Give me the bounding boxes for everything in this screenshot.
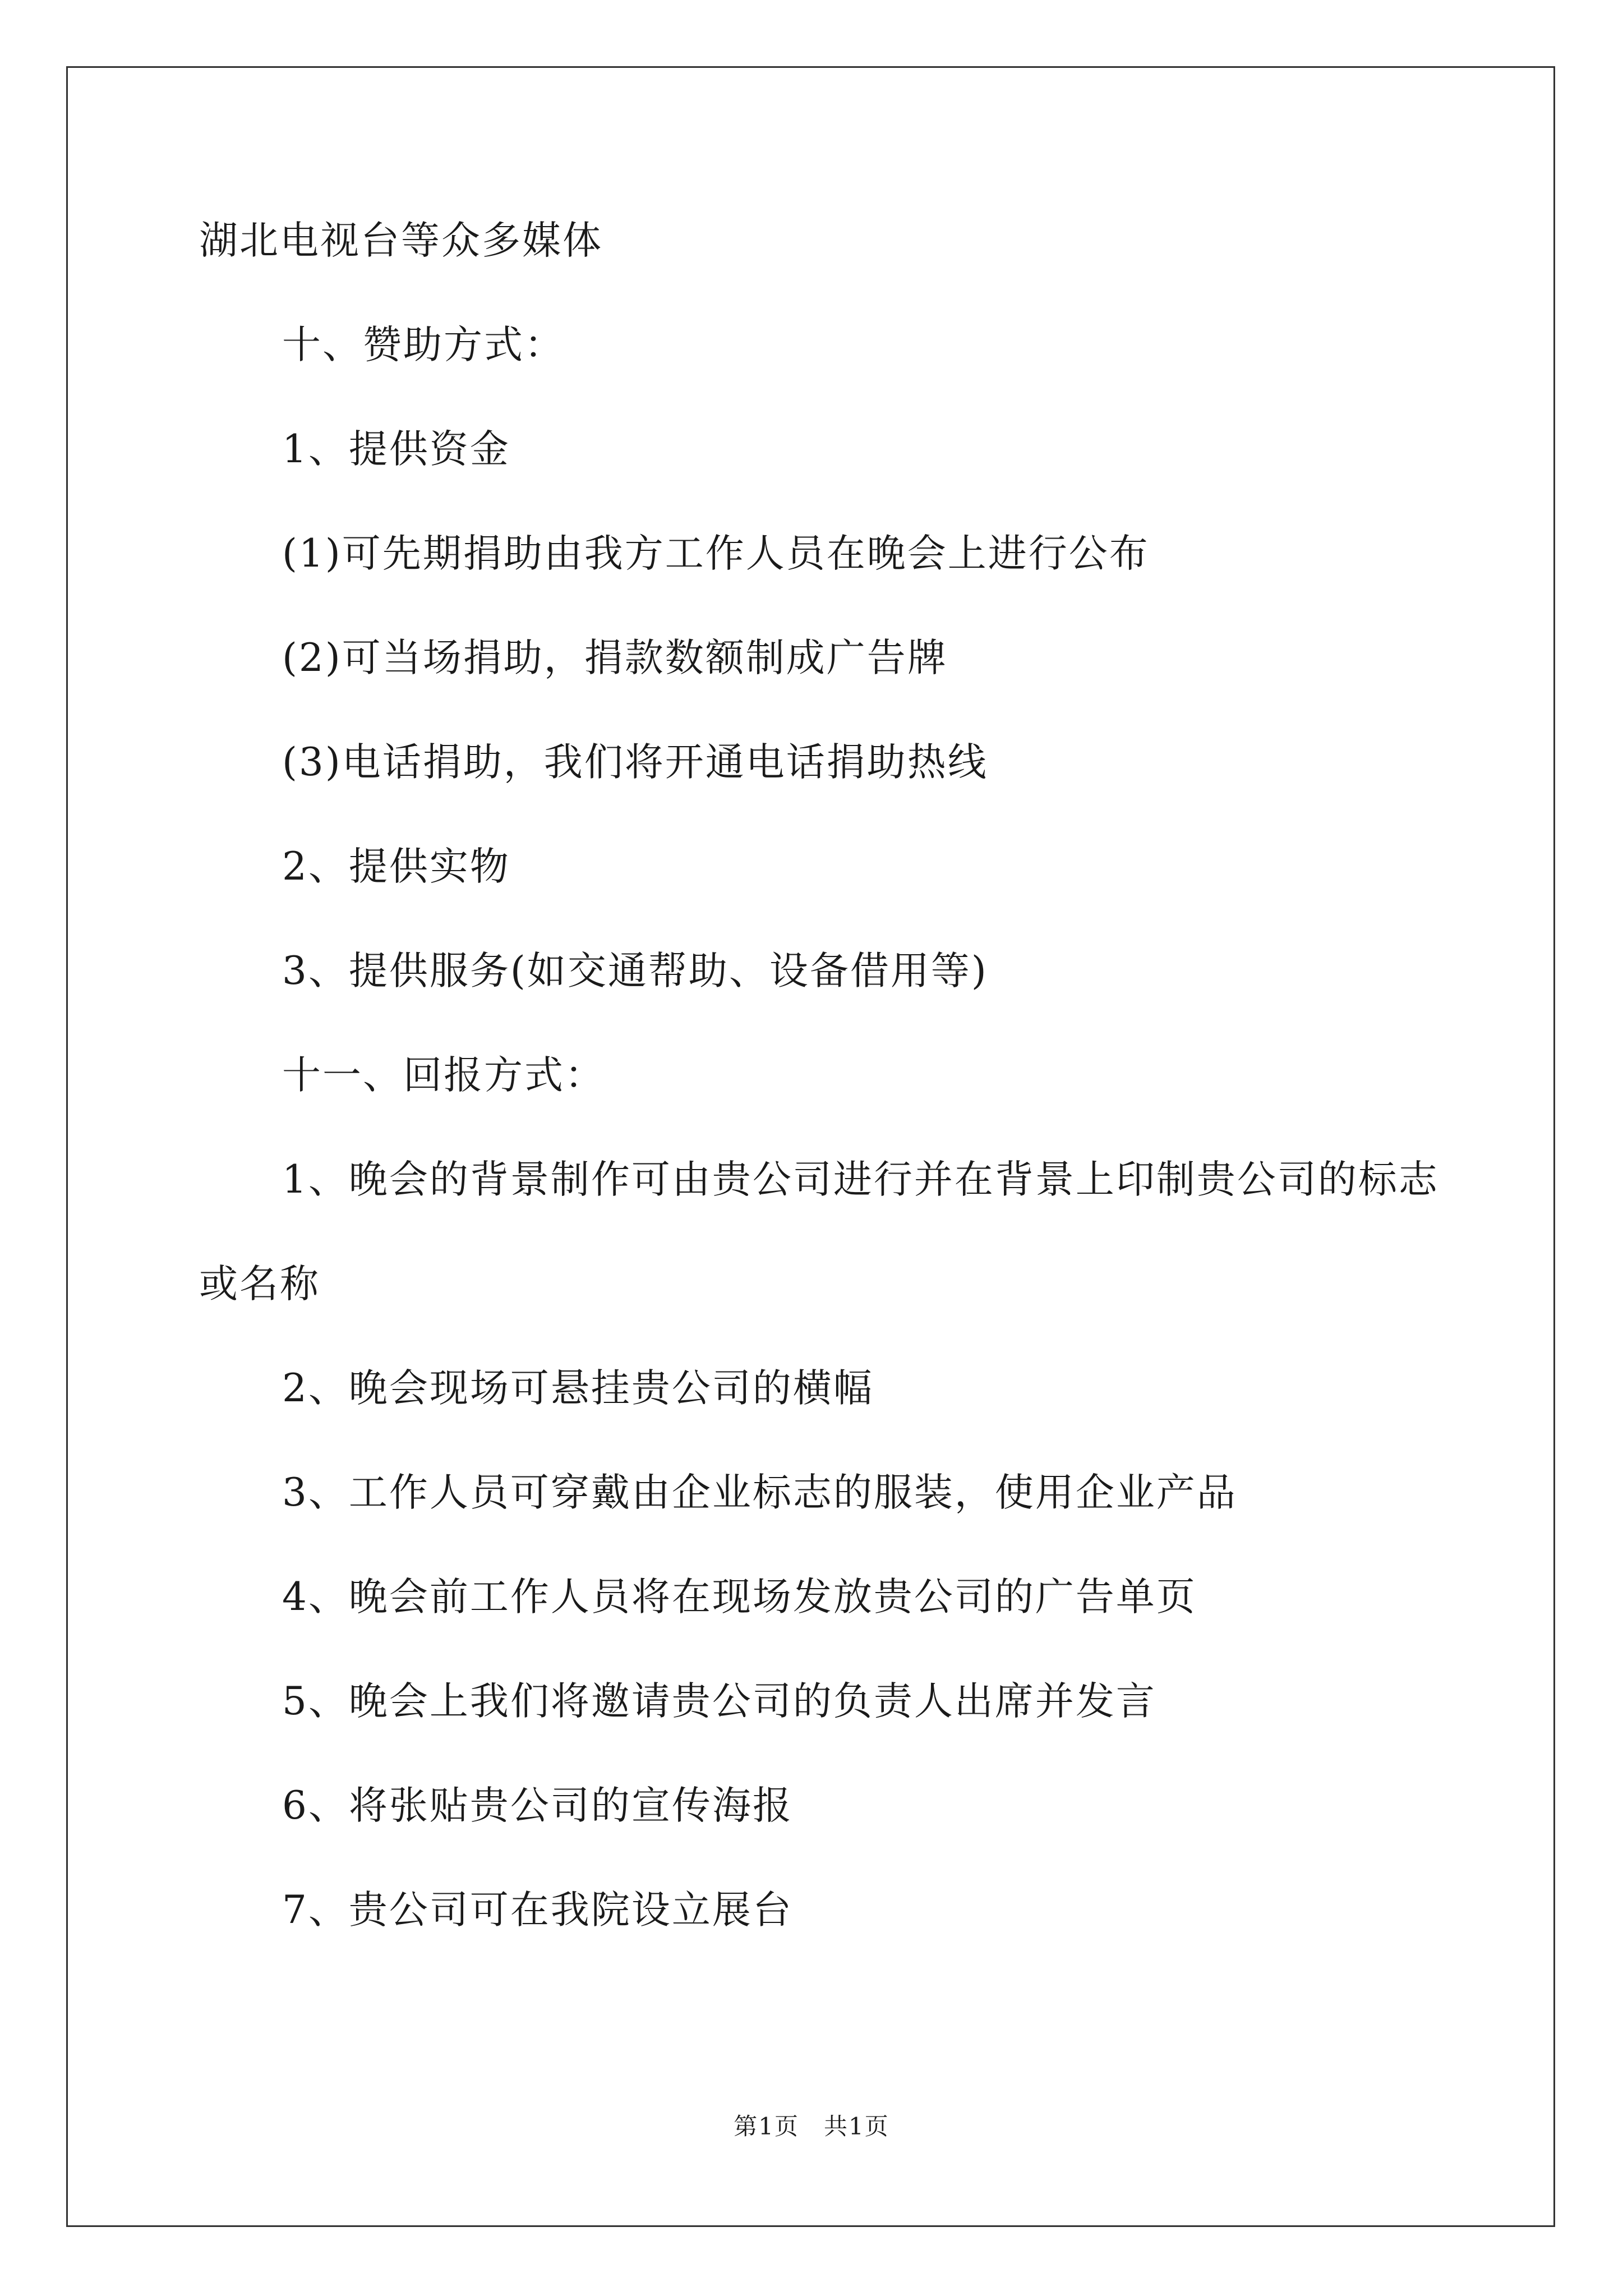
page-number-current: 第1页: [734, 2113, 799, 2140]
list-item: 1、晚会的背景制作可由贵公司进行并在背景上印制贵公司的标志: [282, 1157, 1439, 1202]
list-item-continuation: 或名称: [199, 1262, 320, 1306]
list-item: (2)可当场捐助，捐款数额制成广告牌: [282, 636, 948, 680]
paragraph: 湖北电视台等众多媒体: [199, 218, 603, 263]
list-item: 4、晚会前工作人员将在现场发放贵公司的广告单页: [282, 1575, 1197, 1619]
list-item: 3、工作人员可穿戴由企业标志的服装，使用企业产品: [282, 1470, 1237, 1515]
list-item: (3)电话捐助，我们将开通电话捐助热线: [282, 740, 988, 785]
page-number-total: 共1页: [824, 2113, 889, 2140]
list-item: 2、晚会现场可悬挂贵公司的横幅: [282, 1366, 874, 1411]
list-item: 3、提供服务(如交通帮助、设备借用等): [282, 949, 988, 993]
list-item: 1、提供资金: [282, 427, 510, 472]
list-item: (1)可先期捐助由我方工作人员在晚会上进行公布: [282, 531, 1150, 576]
list-item: 6、将张贴贵公司的宣传海报: [282, 1783, 793, 1828]
page-footer: [0, 2115, 1623, 2138]
section-heading: 十、赞助方式：: [282, 323, 565, 367]
list-item: 2、提供实物: [282, 844, 510, 889]
section-heading: 十一、回报方式：: [282, 1053, 605, 1098]
list-item: 7、贵公司可在我院设立展台: [282, 1888, 793, 1932]
list-item: 5、晚会上我们将邀请贵公司的负责人出席并发言: [282, 1679, 1156, 1724]
